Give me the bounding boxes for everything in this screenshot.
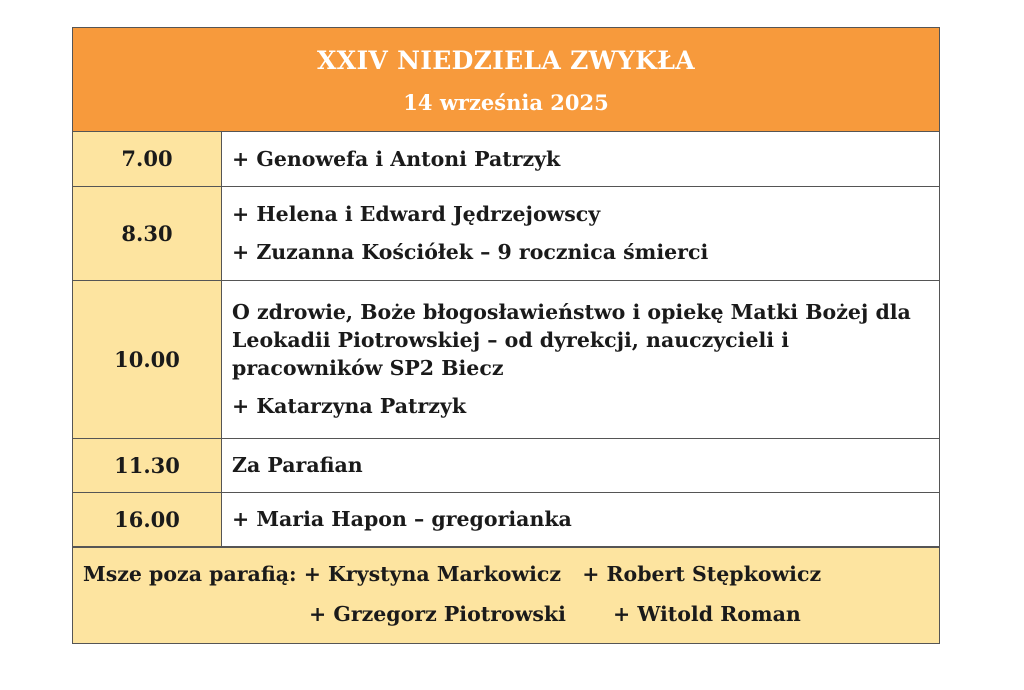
table-row (73, 280, 939, 438)
sunday-title: XXIV NIEDZIELA ZWYKŁA (317, 46, 695, 75)
mass-time: 7.00 (73, 132, 222, 186)
outside-intention: + Robert Stępkowicz (582, 561, 822, 586)
intention-text: + Zuzanna Kościółek – 9 rocznica śmierci (232, 240, 709, 264)
intention-text: + Genowefa i Antoni Patrzyk (232, 146, 561, 171)
table-row (73, 438, 939, 492)
intention-text: + Helena i Edward Jędrzejowscy (232, 202, 601, 226)
mass-intentions (222, 132, 940, 186)
mass-schedule (72, 27, 940, 644)
outside-intention: + Krystyna Markowicz (303, 561, 562, 586)
mass-table (73, 132, 939, 547)
outside-intention: + Grzegorz Piotrowski (309, 601, 566, 626)
table-row (73, 492, 939, 546)
table-row (73, 132, 939, 186)
mass-time: 16.00 (73, 492, 222, 546)
intention-text: Za Parafian (232, 453, 363, 477)
outside-intention: + Witold Roman (613, 601, 801, 626)
intention-text: + Maria Hapon – gregorianka (232, 507, 572, 531)
table-row (73, 186, 939, 280)
mass-intentions (222, 186, 940, 280)
footer-line (83, 600, 939, 628)
footer-label: Msze poza parafią: (83, 561, 297, 586)
intention-text: + Katarzyna Patrzyk (232, 394, 467, 418)
mass-time: 10.00 (73, 280, 222, 438)
mass-intentions (222, 492, 940, 546)
schedule-date: 14 września 2025 (403, 90, 609, 115)
footer-line (83, 560, 939, 588)
mass-intentions (222, 280, 940, 438)
mass-intentions (222, 438, 940, 492)
schedule-header (73, 28, 939, 132)
intention-text: O zdrowie, Boże błogosławieństwo i opiekę Matki Bożej dla Leokadii Piotrowskiej – od dyrekcji, nauczycieli i pracowników SP2 Biecz (232, 300, 911, 380)
mass-time: 8.30 (73, 186, 222, 280)
mass-time: 11.30 (73, 438, 222, 492)
outside-parish-masses (73, 547, 939, 643)
